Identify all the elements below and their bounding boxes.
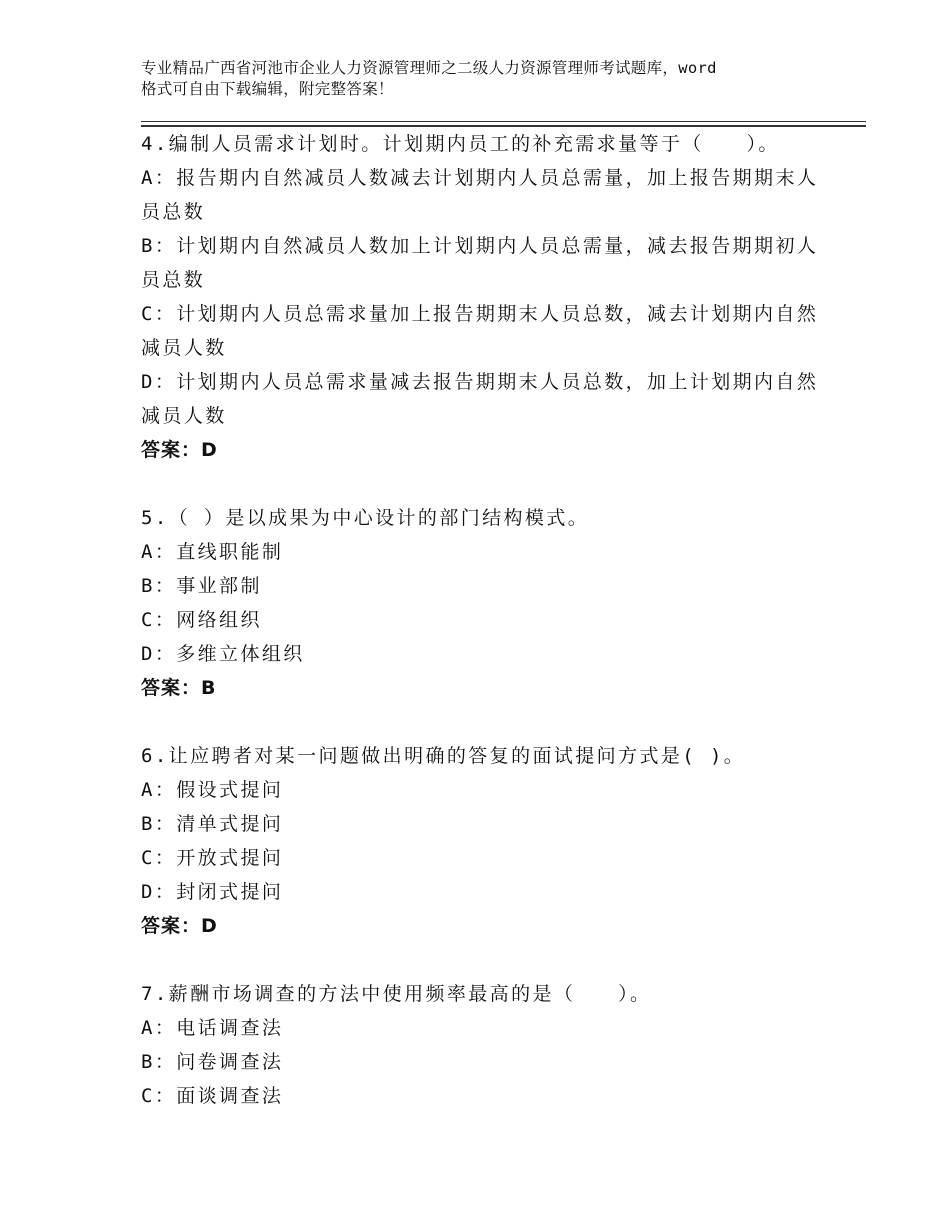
question-5 xyxy=(141,501,821,705)
option-b: B：问卷调查法 xyxy=(141,1051,284,1073)
question-7 xyxy=(141,977,821,1113)
header-line-1: 专业精品广西省河池市企业人力资源管理师之二级人力资源管理师考试题库，word xyxy=(141,59,717,77)
question-6 xyxy=(141,739,821,943)
option-b: B：事业部制 xyxy=(141,575,262,597)
answer: 答案：B xyxy=(141,677,217,699)
answer: 答案：D xyxy=(141,915,218,937)
option-b: B：计划期内自然减员人数加上计划期内人员总需量，减去报告期期初人员总数 xyxy=(141,235,819,291)
question-stem: 6.让应聘者对某一问题做出明确的答复的面试提问方式是( )。 xyxy=(141,745,746,767)
question-stem: 5.（ ）是以成果为中心设计的部门结构模式。 xyxy=(141,507,590,529)
option-d: D：计划期内人员总需求量减去报告期期末人员总数，加上计划期内自然减员人数 xyxy=(141,371,819,427)
question-stem: 7.薪酬市场调查的方法中使用频率最高的是（ ）。 xyxy=(141,983,652,1005)
option-d: D：封闭式提问 xyxy=(141,881,284,903)
option-b: B：清单式提问 xyxy=(141,813,284,835)
question-list xyxy=(141,127,821,1147)
option-a: A：电话调查法 xyxy=(141,1017,284,1039)
option-a: A：假设式提问 xyxy=(141,779,284,801)
option-c: C：开放式提问 xyxy=(141,847,284,869)
question-stem: 4.编制人员需求计划时。计划期内员工的补充需求量等于（ ）。 xyxy=(141,133,780,155)
question-4 xyxy=(141,127,821,467)
answer: 答案：D xyxy=(141,439,218,461)
document-header xyxy=(141,58,841,100)
option-a: A：直线职能制 xyxy=(141,541,284,563)
option-c: C：网络组织 xyxy=(141,609,262,631)
option-c: C：计划期内人员总需求量加上报告期期末人员总数，减去计划期内自然减员人数 xyxy=(141,303,819,359)
option-d: D：多维立体组织 xyxy=(141,643,305,665)
header-divider-thin xyxy=(141,121,866,122)
header-line-2: 格式可自由下载编辑，附完整答案！ xyxy=(141,80,394,98)
option-a: A：报告期内自然减员人数减去计划期内人员总需量，加上报告期期末人员总数 xyxy=(141,167,819,223)
option-c: C：面谈调查法 xyxy=(141,1085,284,1107)
